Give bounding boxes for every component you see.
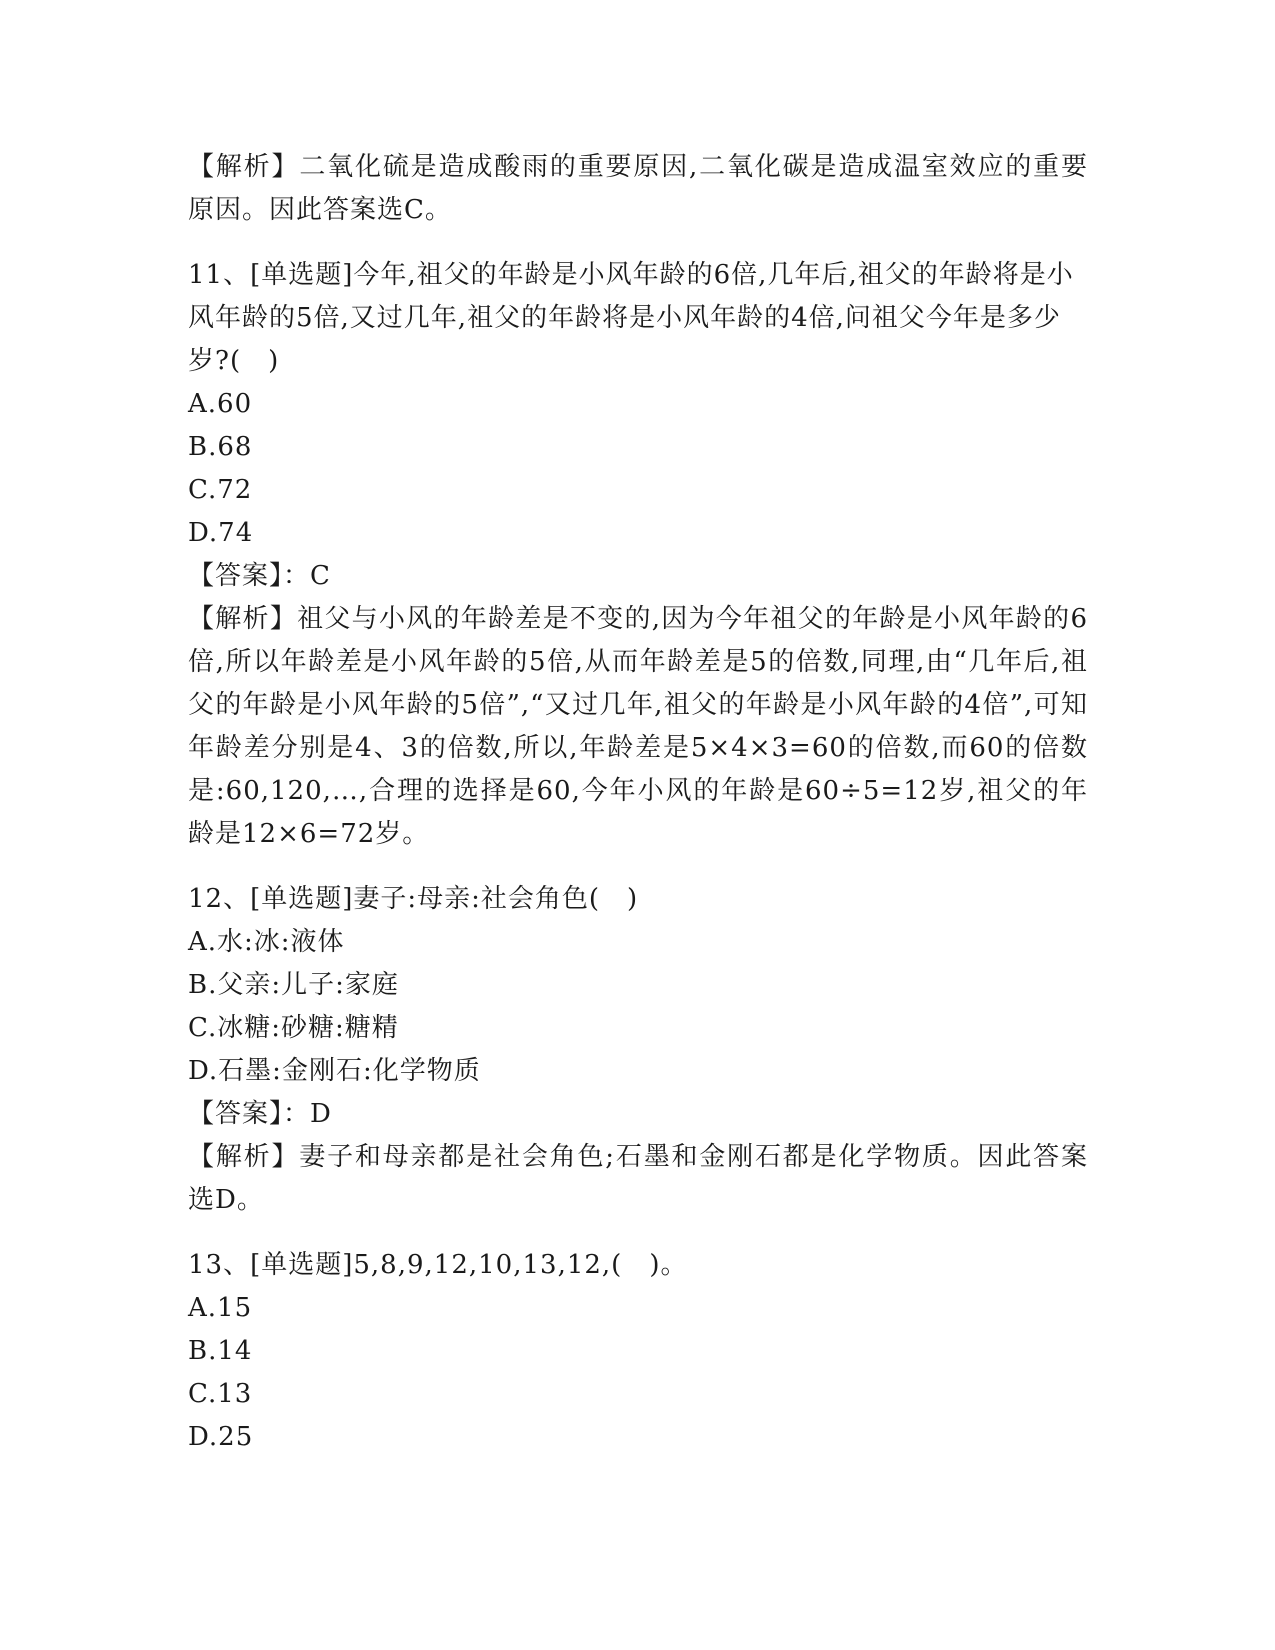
question-11-option-b: B.68	[188, 432, 253, 462]
question-12-analysis: 【解析】妻子和母亲都是社会角色;石墨和金刚石都是化学物质。因此答案选D。	[188, 1142, 1088, 1215]
question-13-option-a: A.15	[188, 1293, 253, 1323]
spacer	[188, 1222, 1088, 1244]
question-11-stem: 11、[单选题]今年,祖父的年龄是小风年龄的6倍,几年后,祖父的年龄将是小风年龄的5倍,又过几年,祖父的年龄将是小风年龄的4倍,问祖父今年是多少岁?( )	[188, 260, 1074, 376]
question-13-option-c: C.13	[188, 1379, 253, 1409]
question-12-option-b: B.父亲:儿子:家庭	[188, 970, 399, 1000]
question-12-stem: 12、[单选题]妻子:母亲:社会角色( )	[188, 884, 639, 914]
spacer	[188, 232, 1088, 254]
question-11-analysis: 【解析】祖父与小风的年龄差是不变的,因为今年祖父的年龄是小风年龄的6倍,所以年龄差是小风年龄的5倍,从而年龄差是5的倍数,同理,由“几年后,祖父的年龄是小风年龄的5倍”,“又过几年,祖父的年龄是小风年龄的4倍”,可知年龄差分别是4、3的倍数,所以,年龄差是5×4×3=60的倍数,而60的倍数是:60,120,…,合理的选择是60,今年小风的年龄是60÷5=12岁,祖父的年龄是12×6=72岁。	[188, 604, 1088, 849]
question-13-option-b: B.14	[188, 1336, 253, 1366]
question-11-answer: 【答案】：C	[188, 561, 331, 591]
question-12-option-c: C.冰糖:砂糖:糖精	[188, 1013, 399, 1043]
question-12-option-d: D.石墨:金刚石:化学物质	[188, 1056, 481, 1086]
question-12-option-a: A.水:冰:液体	[188, 927, 345, 957]
prev-analysis: 【解析】二氧化硫是造成酸雨的重要原因,二氧化碳是造成温室效应的重要原因。因此答案选C。	[188, 152, 1088, 225]
question-11-option-a: A.60	[188, 389, 253, 419]
spacer	[188, 856, 1088, 878]
question-11-option-c: C.72	[188, 475, 253, 505]
question-13-stem: 13、[单选题]5,8,9,12,10,13,12,( )。	[188, 1250, 688, 1280]
question-11-option-d: D.74	[188, 518, 254, 548]
question-13-option-d: D.25	[188, 1422, 254, 1452]
question-12-answer: 【答案】：D	[188, 1099, 332, 1129]
document-content	[188, 146, 1088, 1459]
